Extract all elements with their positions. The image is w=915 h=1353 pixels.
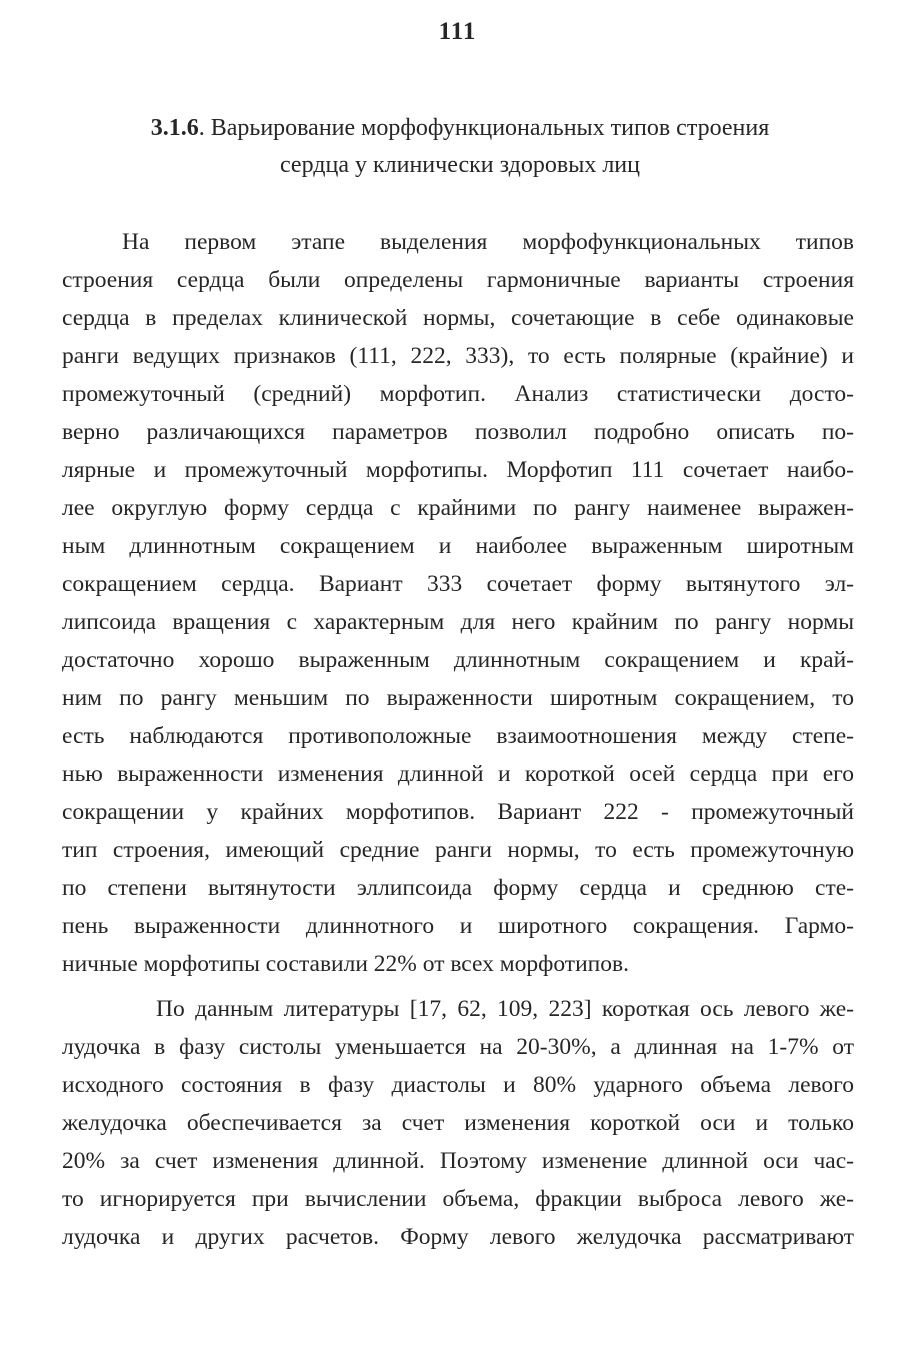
section-title-part-1: . Варьирование морфофункциональных типов строения — [198, 115, 770, 141]
section-number: 3.1.6 — [150, 115, 199, 141]
paragraph-1-line: сокращением сердца. Вариант 333 сочетает форму вытянутого эл- — [62, 571, 854, 597]
paragraph-1-line: лярные и промежуточный морфотипы. Морфотип 111 сочетает наибо- — [62, 457, 854, 483]
page-number: 111 — [438, 18, 477, 45]
paragraph-1-line: верно различающихся параметров позволил подробно описать по- — [62, 419, 854, 445]
section-heading-line-2: сердца у клинически здоровых лиц — [279, 152, 640, 178]
paragraph-1-line: ничные морфотипы составили 22% от всех морфотипов. — [62, 951, 629, 977]
paragraph-1-line: тип строения, имеющий средние ранги нормы, то есть промежуточную — [62, 837, 854, 863]
paragraph-1-line: ним по рангу меньшим по выраженности широтным сокращением, то — [62, 685, 854, 711]
paragraph-1-line: достаточно хорошо выраженным длиннотным сокращением и край- — [62, 647, 854, 673]
paragraph-1-line: нью выраженности изменения длинной и короткой осей сердца при его — [62, 761, 854, 787]
paragraph-1-line: строения сердца были определены гармоничные варианты строения — [62, 267, 854, 293]
paragraph-1-line: ранги ведущих признаков (111, 222, 333), то есть полярные (крайние) и — [62, 343, 854, 369]
paragraph-2-line: лудочка в фазу систолы уменьшается на 20-30%, а длинная на 1-7% от — [62, 1034, 854, 1060]
paragraph-1-line: сокращении у крайних морфотипов. Вариант 222 - промежуточный — [62, 799, 854, 825]
paragraph-2-line: По данным литературы [17, 62, 109, 223] короткая ось левого же- — [156, 996, 854, 1022]
paragraph-2-line: лудочка и других расчетов. Форму левого желудочка рассматривают — [62, 1224, 854, 1250]
paragraph-1-line: промежуточный (средний) морфотип. Анализ статистически досто- — [62, 381, 854, 407]
paragraph-1-line: сердца в пределах клинической нормы, сочетающие в себе одинаковые — [62, 305, 854, 331]
paragraph-1-line: есть наблюдаются противоположные взаимоотношения между степе- — [62, 723, 854, 749]
section-heading-line-1 — [60, 110, 860, 147]
paragraph-2-line: желудочка обеспечивается за счет изменения короткой оси и только — [62, 1110, 854, 1136]
paragraph-2-line: 20% за счет изменения длинной. Поэтому изменение длинной оси час- — [62, 1148, 854, 1174]
paragraph-1-line: пень выраженности длиннотного и широтного сокращения. Гармо- — [62, 913, 854, 939]
paragraph-1-line: На первом этапе выделения морфофункциональных типов — [122, 229, 854, 255]
paragraph-1-line: липсоида вращения с характерным для него крайним по рангу нормы — [62, 609, 854, 635]
paragraph-2-line: то игнорируется при вычислении объема, фракции выброса левого же- — [62, 1186, 854, 1212]
paragraph-1-line: по степени вытянутости эллипсоида форму сердца и среднюю сте- — [62, 875, 854, 901]
paragraph-2-line: исходного состояния в фазу диастолы и 80% ударного объема левого — [62, 1072, 854, 1098]
paragraph-1-line: ным длиннотным сокращением и наиболее выраженным широтным — [62, 533, 854, 559]
paragraph-1-line: лее округлую форму сердца с крайними по рангу наименее выражен- — [62, 495, 854, 521]
